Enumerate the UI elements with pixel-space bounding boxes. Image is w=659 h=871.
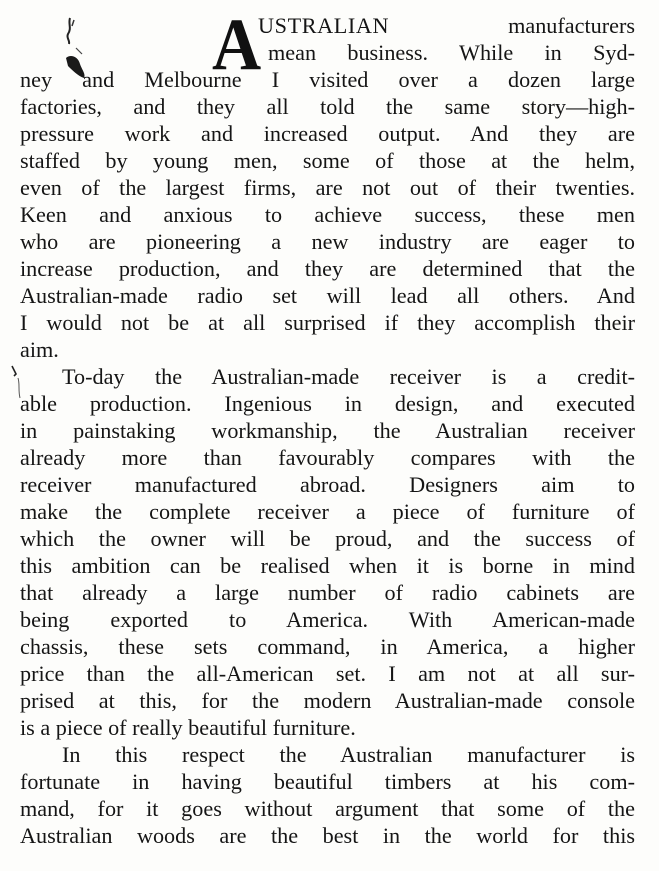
text-line-7: even of the largest firms, are not out of their twenties. [20, 175, 635, 200]
text-line-9: who are pioneering a new industry are eager to [20, 229, 635, 254]
text-line-29: fortunate in having beautiful timbers at his com- [20, 769, 635, 794]
text-line-20: which the owner will be proud, and the success of [20, 526, 635, 551]
text-line-16: in painstaking workmanship, the Australian receiver [20, 418, 635, 443]
text-line-21: this ambition can be realised when it is borne in mind [20, 553, 635, 578]
text-line-30: mand, for it goes without argument that some of the [20, 796, 635, 821]
text-line-8: Keen and anxious to achieve success, these men [20, 202, 635, 227]
text-line-28: In this respect the Australian manufacturer is [62, 742, 635, 767]
text-line-11: Australian-made radio set will lead all others. And [20, 283, 635, 308]
text-line-27: is a piece of really beautiful furniture. [20, 715, 356, 740]
text-line-12: I would not be at all surprised if they accomplish their [20, 310, 635, 335]
text-line-19: make the complete receiver a piece of furniture of [20, 499, 635, 524]
text-line-23: being exported to America. With American-made [20, 607, 635, 632]
text-line-4: factories, and they all told the same story—high- [20, 94, 635, 119]
text-line-24: chassis, these sets command, in America, a higher [20, 634, 635, 659]
text-line-31: Australian woods are the best in the world for this [20, 823, 635, 848]
text-line-15: able production. Ingenious in design, and executed [20, 391, 635, 416]
text-line-13: aim. [20, 337, 59, 362]
text-line-6: staffed by young men, some of those at the helm, [20, 148, 635, 173]
text-line-26: prised at this, for the modern Australian-made console [20, 688, 635, 713]
text-line-25: price than the all-American set. I am not at all sur- [20, 661, 635, 686]
text-line-5: pressure work and increased output. And they are [20, 121, 635, 146]
opening-line-rest: manufacturers [508, 13, 635, 38]
opening-caps-word: USTRALIAN [258, 13, 390, 38]
text-line-3: ney and Melbourne I visited over a dozen large [20, 67, 635, 92]
text-line-22: that already a large number of radio cabinets are [20, 580, 635, 605]
text-line-1 [258, 12, 635, 39]
text-line-14: To-day the Australian-made receiver is a credit- [62, 364, 635, 389]
text-line-17: already more than favourably compares with the [20, 445, 635, 470]
text-line-10: increase production, and they are determined that the [20, 256, 635, 281]
text-line-2: mean business. While in Syd- [268, 40, 635, 65]
drop-cap-letter: A [212, 4, 262, 86]
text-line-18: receiver manufactured abroad. Designers aim to [20, 472, 635, 497]
